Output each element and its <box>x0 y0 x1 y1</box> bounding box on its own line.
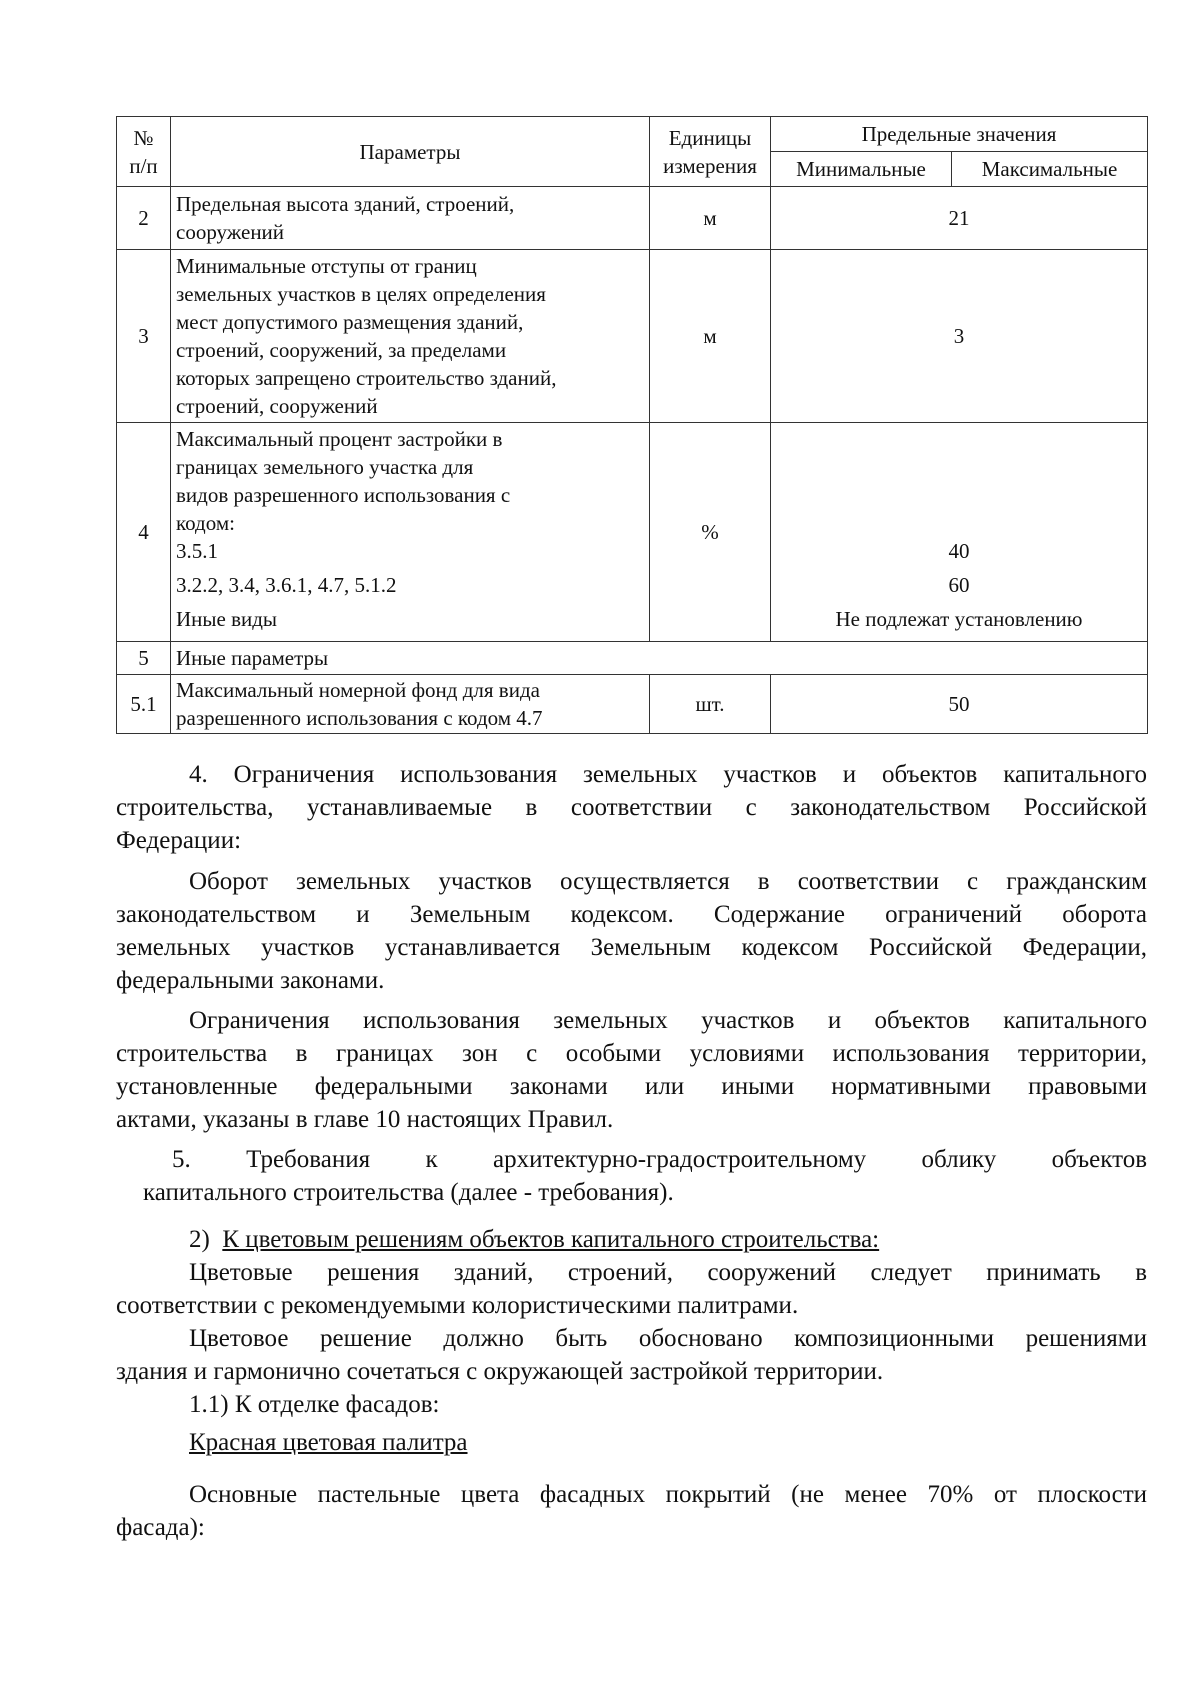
paragraph-line: Цветовое решение должно быть обосновано композиционными решениями <box>189 1325 1147 1352</box>
parameters-table <box>116 116 1148 734</box>
row-value: 3 <box>771 250 1148 423</box>
row-num: 2 <box>117 187 171 250</box>
row-unit: шт. <box>650 675 771 734</box>
paragraph-line: Ограничения использования земельных участков и объектов капитального <box>189 1007 1147 1034</box>
header-params: Параметры <box>171 117 650 187</box>
section-5-line: 5. Требования к архитектурно-градостроительному облику объектов <box>172 1146 1147 1173</box>
param-line: земельных участков в целях определения <box>176 282 546 306</box>
param-line: кодом: <box>176 511 235 535</box>
row-unit: % <box>650 423 771 642</box>
red-palette-title: Красная цветовая палитра <box>189 1429 468 1456</box>
header-num <box>117 117 171 187</box>
paragraph-line: Цветовые решения зданий, строений, сооружений следует принимать в <box>189 1259 1147 1286</box>
header-max: Максимальные <box>952 152 1148 187</box>
row-param <box>171 187 650 250</box>
row-value: 21 <box>771 187 1148 250</box>
header-units-line1: Единицы <box>668 125 752 150</box>
param-line: границах земельного участка для <box>176 455 474 479</box>
table-row <box>117 423 1148 642</box>
row-unit: м <box>650 250 771 423</box>
sub-value: Не подлежат установлению <box>835 607 1083 631</box>
section-4-line: строительства, устанавливаемые в соответствии с законодательством Российской <box>116 794 1147 821</box>
paragraph-line: фасада): <box>116 1514 205 1541</box>
table-row <box>117 187 1148 250</box>
param-line: Максимальный процент застройки в <box>176 427 503 451</box>
sub-value: 60 <box>948 573 970 597</box>
subsection-2-title: К цветовым решениям объектов капитального строительства: <box>222 1226 880 1253</box>
section-4 <box>116 758 1147 857</box>
header-num-line2: п/п <box>129 153 158 178</box>
sub-label: Иные виды <box>176 607 278 631</box>
subsection-1-1: 1.1) К отделке фасадов: <box>189 1391 440 1418</box>
paragraph-line: здания и гармонично сочетаться с окружающей застройкой территории. <box>116 1358 884 1385</box>
paragraph-line: соответствии с рекомендуемыми колористическими палитрами. <box>116 1292 799 1319</box>
section-5-line: капитального строительства (далее - требования). <box>143 1179 674 1206</box>
paragraph-line: федеральными законами. <box>116 967 385 994</box>
row-num: 5 <box>117 642 171 675</box>
param-line: строений, сооружений, за пределами <box>176 338 507 362</box>
row-value: 50 <box>771 675 1148 734</box>
table-row <box>117 675 1148 734</box>
paragraph-line: законодательством и Земельным кодексом. Содержание ограничений оборота <box>116 901 1147 928</box>
paragraph-line: строительства в границах зон с особыми условиями использования территории, <box>116 1040 1147 1067</box>
param-line: сооружений <box>176 220 285 244</box>
param-line: Минимальные отступы от границ <box>176 254 477 278</box>
row-param <box>171 250 650 423</box>
row-num: 5.1 <box>117 675 171 734</box>
sub-label: 3.2.2, 3.4, 3.6.1, 4.7, 5.1.2 <box>176 573 397 597</box>
section-4-line: Федерации: <box>116 827 242 854</box>
paragraph-line: установленные федеральными законами или иными нормативными правовыми <box>116 1073 1147 1100</box>
row-num: 4 <box>117 423 171 642</box>
param-line: разрешенного использования с кодом 4.7 <box>176 706 543 730</box>
param-line: Предельная высота зданий, строений, <box>176 192 515 216</box>
section-4-line: 4. Ограничения использования земельных участков и объектов капитального <box>189 761 1147 788</box>
paragraph-line: Оборот земельных участков осуществляется в соответствии с гражданским <box>189 868 1147 895</box>
paragraph-line: актами, указаны в главе 10 настоящих Правил. <box>116 1106 614 1133</box>
param-line: строений, сооружений <box>176 394 378 418</box>
param-line: мест допустимого размещения зданий, <box>176 310 524 334</box>
param-line: которых запрещено строительство зданий, <box>176 366 557 390</box>
row-value <box>771 423 1148 642</box>
header-units <box>650 117 771 187</box>
header-limits: Предельные значения <box>771 117 1148 152</box>
header-min: Минимальные <box>771 152 952 187</box>
paragraph-restrictions <box>116 1004 1147 1136</box>
row-num: 3 <box>117 250 171 423</box>
param-line: видов разрешенного использования с <box>176 483 511 507</box>
section-5 <box>116 1143 1147 1209</box>
row-param <box>171 423 650 642</box>
sub-value: 40 <box>948 539 970 563</box>
table-header-row <box>117 117 1148 152</box>
paragraph-color-justification <box>116 1322 1147 1388</box>
table-row <box>117 250 1148 423</box>
subsection-2-number: 2) <box>189 1226 210 1253</box>
paragraph-line: земельных участков устанавливается Земельным кодексом Российской Федерации, <box>116 934 1147 961</box>
header-units-line2: измерения <box>663 153 757 178</box>
row-unit: м <box>650 187 771 250</box>
row-param <box>171 675 650 734</box>
paragraph-base-colors <box>116 1478 1147 1544</box>
sub-label: 3.5.1 <box>176 539 218 563</box>
row-param: Иные параметры <box>171 642 1148 675</box>
param-line: Максимальный номерной фонд для вида <box>176 678 540 702</box>
paragraph-land-turnover <box>116 865 1147 997</box>
table-row <box>117 642 1148 675</box>
subsection-2 <box>116 1223 1147 1256</box>
header-num-line1: № <box>133 125 154 150</box>
paragraph-color-solutions <box>116 1256 1147 1322</box>
red-palette-heading <box>116 1426 1147 1459</box>
paragraph-line: Основные пастельные цвета фасадных покрытий (не менее 70% от плоскости <box>189 1481 1147 1508</box>
